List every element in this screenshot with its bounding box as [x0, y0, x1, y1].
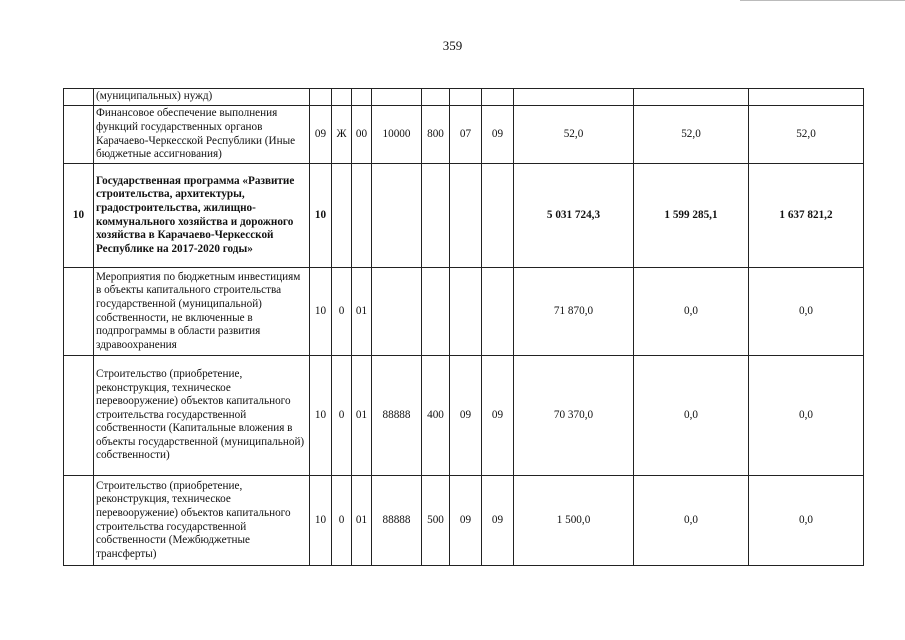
row-name: Строительство (приобретение, реконструкция, техническое перевооружение) объектов капитального строительства государственной собственности (Межбюджетные трансферты)	[94, 476, 310, 566]
code-om	[352, 164, 372, 268]
amount-2020: 0,0	[749, 476, 864, 566]
code-pp: 0	[332, 268, 352, 356]
code-gp: 10	[310, 476, 332, 566]
row-number	[64, 106, 94, 164]
row-name: Финансовое обеспечение выполнения функций государственных органов Карачаево-Черкесской Республики (Иные бюджетные ассигнования)	[94, 106, 310, 164]
code-rz: 09	[450, 476, 482, 566]
budget-table	[63, 88, 864, 566]
row-number	[64, 268, 94, 356]
code-om	[352, 89, 372, 106]
row-name: Государственная программа «Развитие строительства, архитектуры, градостроительства, жилищно-коммунального хозяйства и дорожного хозяйства в Карачаево-Черкесской Республике на 2017-2020 годы»	[94, 164, 310, 268]
row-name: Строительство (приобретение, реконструкция, техническое перевооружение) объектов капитального строительства государственной собственности (Капитальные вложения в объекты государственной (муниципальной) собственности)	[94, 356, 310, 476]
table-row	[64, 356, 864, 476]
amount-2020: 0,0	[749, 268, 864, 356]
code-gp: 10	[310, 268, 332, 356]
code-vr: 800	[422, 106, 450, 164]
code-dir	[372, 89, 422, 106]
code-gp: 09	[310, 106, 332, 164]
code-pr	[482, 268, 514, 356]
table-row	[64, 89, 864, 106]
amount-2019: 0,0	[634, 476, 749, 566]
row-number	[64, 476, 94, 566]
code-rz	[450, 89, 482, 106]
code-pr: 09	[482, 476, 514, 566]
table-row	[64, 268, 864, 356]
row-number: 10	[64, 164, 94, 268]
code-dir: 88888	[372, 476, 422, 566]
code-vr	[422, 164, 450, 268]
amount-2019: 0,0	[634, 356, 749, 476]
code-vr: 400	[422, 356, 450, 476]
code-dir: 88888	[372, 356, 422, 476]
amount-2020: 52,0	[749, 106, 864, 164]
table-row	[64, 476, 864, 566]
code-gp: 10	[310, 164, 332, 268]
amount-2018	[514, 89, 634, 106]
code-dir	[372, 268, 422, 356]
amount-2020: 1 637 821,2	[749, 164, 864, 268]
amount-2018: 52,0	[514, 106, 634, 164]
code-dir	[372, 164, 422, 268]
code-pr: 09	[482, 106, 514, 164]
code-vr: 500	[422, 476, 450, 566]
code-pr: 09	[482, 356, 514, 476]
amount-2019: 0,0	[634, 268, 749, 356]
code-om: 01	[352, 476, 372, 566]
row-name: Мероприятия по бюджетным инвестициям в объекты капитального строительства государственной (муниципальной) собственности, не включенные в подпрограммы в области развития здравоохранения	[94, 268, 310, 356]
code-rz	[450, 268, 482, 356]
code-vr	[422, 268, 450, 356]
amount-2020: 0,0	[749, 356, 864, 476]
amount-2019: 52,0	[634, 106, 749, 164]
code-gp	[310, 89, 332, 106]
code-vr	[422, 89, 450, 106]
code-om: 01	[352, 356, 372, 476]
table-row	[64, 106, 864, 164]
amount-2019: 1 599 285,1	[634, 164, 749, 268]
code-pp	[332, 164, 352, 268]
row-number	[64, 356, 94, 476]
amount-2020	[749, 89, 864, 106]
amount-2018: 1 500,0	[514, 476, 634, 566]
scan-edge-line	[740, 0, 905, 1]
code-pr	[482, 164, 514, 268]
code-rz	[450, 164, 482, 268]
code-rz: 07	[450, 106, 482, 164]
amount-2018: 70 370,0	[514, 356, 634, 476]
code-dir: 10000	[372, 106, 422, 164]
table-row-program	[64, 164, 864, 268]
page-number: 359	[442, 38, 463, 53]
code-gp: 10	[310, 356, 332, 476]
row-name: (муниципальных) нужд)	[94, 89, 310, 106]
code-pp: 0	[332, 356, 352, 476]
amount-2018: 71 870,0	[514, 268, 634, 356]
code-pp: Ж	[332, 106, 352, 164]
amount-2018: 5 031 724,3	[514, 164, 634, 268]
code-om: 00	[352, 106, 372, 164]
code-pr	[482, 89, 514, 106]
code-pp: 0	[332, 476, 352, 566]
code-rz: 09	[450, 356, 482, 476]
amount-2019	[634, 89, 749, 106]
code-om: 01	[352, 268, 372, 356]
row-number	[64, 89, 94, 106]
code-pp	[332, 89, 352, 106]
